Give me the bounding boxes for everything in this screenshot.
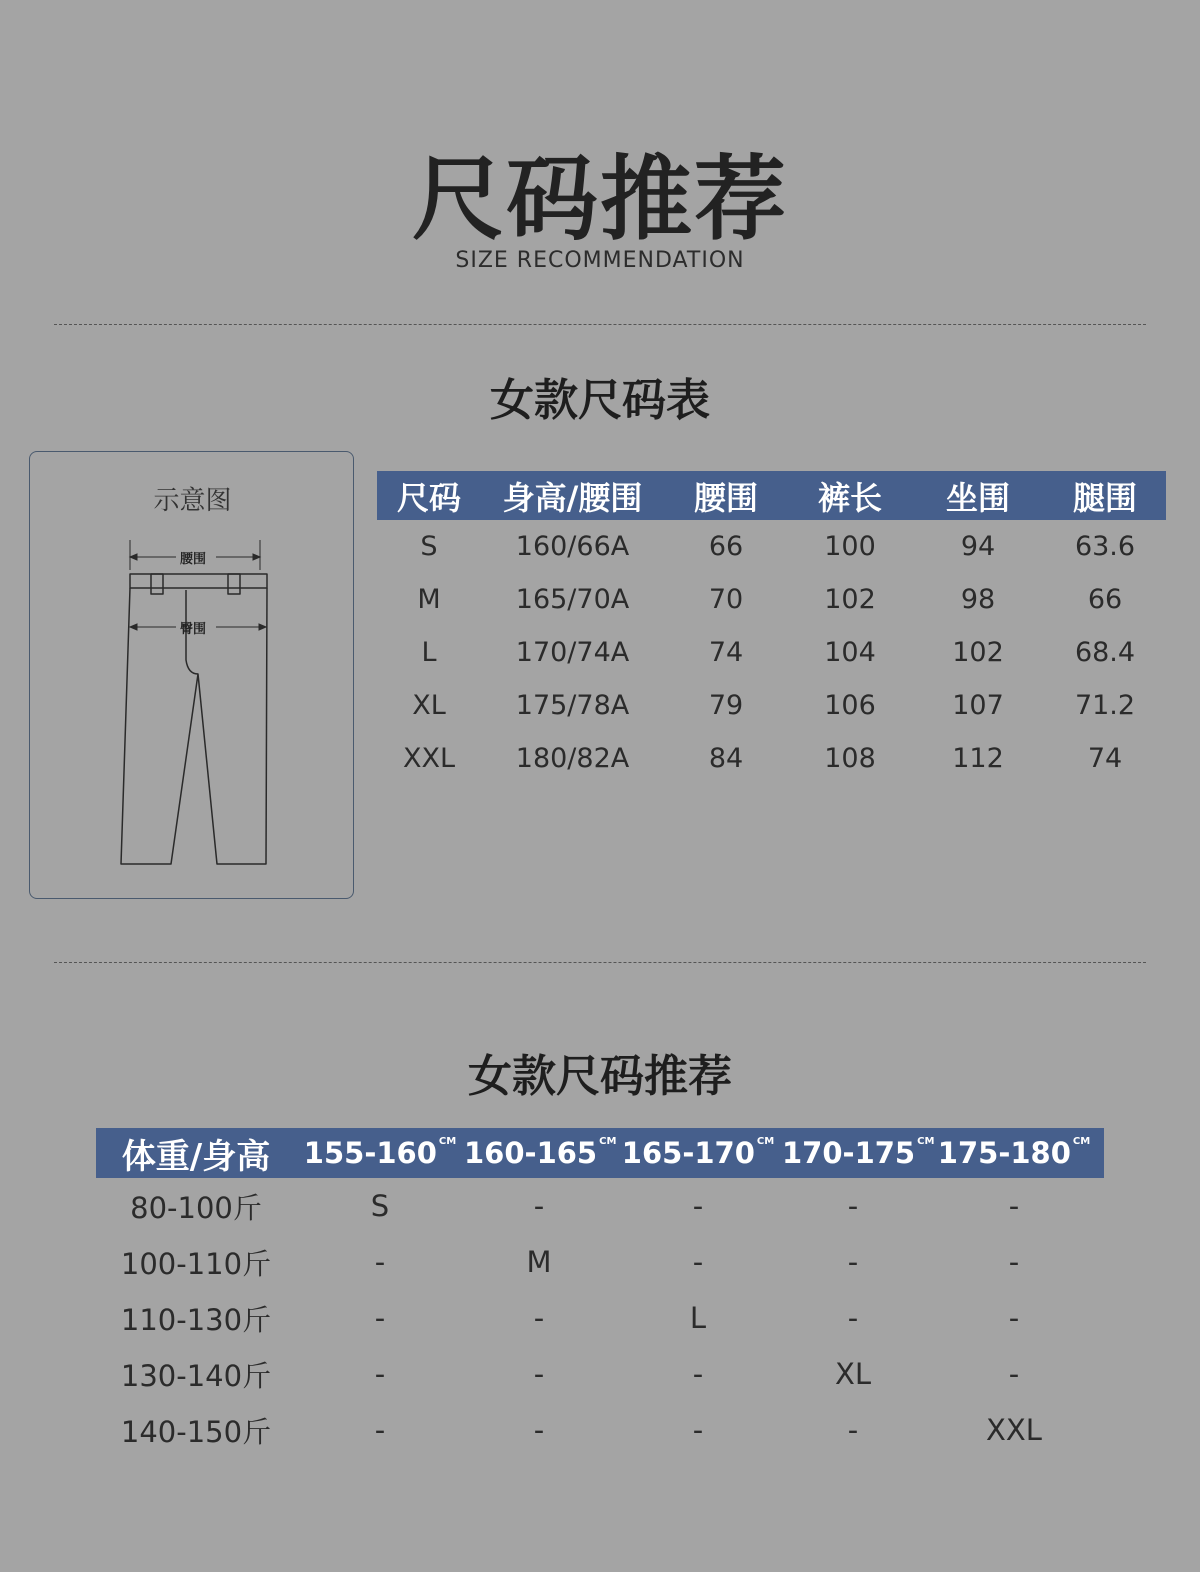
table-cell: 66 xyxy=(708,531,744,562)
table-cell: 108 xyxy=(824,743,876,774)
table-cell: - xyxy=(374,1301,386,1335)
table-cell: - xyxy=(533,1357,545,1391)
table-cell: 112 xyxy=(952,743,1004,774)
column-header: 腿围 xyxy=(1044,471,1166,520)
column-header xyxy=(924,1128,1104,1178)
hip-label: 臀围 xyxy=(180,622,207,637)
unit-label: CM xyxy=(917,1136,935,1147)
table-row xyxy=(377,573,1166,626)
page-subtitle: SIZE RECOMMENDATION xyxy=(455,248,745,273)
recommendation-table xyxy=(96,1128,1104,1458)
table-cell: - xyxy=(692,1357,704,1391)
table-cell: 102 xyxy=(952,637,1004,668)
table-cell: 175/78A xyxy=(515,690,630,721)
table-cell: 165/70A xyxy=(515,584,630,615)
table-row xyxy=(377,679,1166,732)
table-cell: S xyxy=(370,1189,390,1223)
table-row xyxy=(96,1178,1104,1234)
corner-header: 体重/身高 xyxy=(96,1128,296,1178)
table-cell: 63.6 xyxy=(1074,531,1136,562)
table-cell: 74 xyxy=(708,637,744,668)
table-header-row xyxy=(96,1128,1104,1178)
divider xyxy=(54,962,1146,963)
table-cell: 68.4 xyxy=(1074,637,1136,668)
table-cell: M xyxy=(417,584,441,615)
table-row xyxy=(377,626,1166,679)
table-cell: M xyxy=(526,1245,552,1279)
table-cell: 98 xyxy=(960,584,996,615)
unit-label: CM xyxy=(756,1136,775,1147)
table-cell: - xyxy=(374,1413,386,1447)
table-cell: 84 xyxy=(708,743,744,774)
table-cell: XXL xyxy=(402,743,456,774)
column-header xyxy=(782,1128,935,1178)
size-chart-table xyxy=(377,471,1166,785)
table-cell: - xyxy=(1008,1189,1020,1223)
unit-label: CM xyxy=(1072,1136,1091,1147)
weight-range: 110-130斤 xyxy=(120,1302,272,1337)
table-cell: 160/66A xyxy=(515,531,630,562)
table-cell: 170/74A xyxy=(515,637,630,668)
pants-diagram-icon xyxy=(30,452,355,900)
height-range: 170-175 xyxy=(782,1136,916,1170)
table-cell: S xyxy=(420,531,438,562)
table-header-row xyxy=(377,471,1166,520)
table-cell: - xyxy=(847,1189,859,1223)
table-cell: - xyxy=(1008,1357,1020,1391)
height-range: 175-180 xyxy=(937,1136,1071,1170)
table-cell: - xyxy=(374,1357,386,1391)
table-cell: 102 xyxy=(824,584,876,615)
unit-label: CM xyxy=(599,1136,617,1147)
table-cell: 100 xyxy=(824,531,876,562)
table-cell: 107 xyxy=(952,690,1004,721)
table-cell: 104 xyxy=(824,637,876,668)
table-cell: 94 xyxy=(960,531,996,562)
table-row xyxy=(377,520,1166,573)
table-cell: 71.2 xyxy=(1074,690,1136,721)
weight-range: 130-140斤 xyxy=(120,1358,272,1393)
diagram-caption: 示意图 xyxy=(153,486,232,516)
column-header: 腰围 xyxy=(664,471,788,520)
column-header: 坐围 xyxy=(912,471,1044,520)
size-chart-title: 女款尺码表 xyxy=(490,375,710,426)
weight-range: 100-110斤 xyxy=(120,1246,272,1281)
weight-range: 80-100斤 xyxy=(130,1190,262,1225)
table-cell: - xyxy=(847,1301,859,1335)
table-cell: - xyxy=(692,1245,704,1279)
table-row xyxy=(377,732,1166,785)
table-cell: - xyxy=(374,1245,386,1279)
waist-label: 腰围 xyxy=(180,552,207,567)
height-range: 160-165 xyxy=(464,1136,598,1170)
table-cell: 106 xyxy=(824,690,876,721)
recommendation-title: 女款尺码推荐 xyxy=(468,1051,732,1102)
column-header: 尺码 xyxy=(377,471,481,520)
unit-label: CM xyxy=(438,1136,457,1147)
table-row xyxy=(96,1402,1104,1458)
table-cell: L xyxy=(421,637,437,668)
table-cell: XXL xyxy=(986,1413,1042,1447)
table-row xyxy=(96,1346,1104,1402)
diagram-panel xyxy=(29,451,354,899)
weight-range: 140-150斤 xyxy=(120,1414,272,1449)
table-cell: XL xyxy=(412,690,446,721)
table-cell: - xyxy=(533,1301,545,1335)
table-cell: - xyxy=(1008,1245,1020,1279)
table-cell: 74 xyxy=(1087,743,1123,774)
divider xyxy=(54,324,1146,325)
table-cell: - xyxy=(533,1189,545,1223)
table-cell: 70 xyxy=(708,584,744,615)
table-cell: 66 xyxy=(1087,584,1123,615)
page-title: 尺码推荐 xyxy=(411,146,788,253)
column-header xyxy=(296,1128,464,1178)
table-cell: XL xyxy=(834,1357,872,1391)
table-cell: L xyxy=(689,1301,707,1335)
height-range: 155-160 xyxy=(303,1136,437,1170)
table-row xyxy=(96,1234,1104,1290)
table-cell: - xyxy=(1008,1301,1020,1335)
column-header: 身高/腰围 xyxy=(481,471,664,520)
column-header xyxy=(614,1128,782,1178)
table-cell: 79 xyxy=(708,690,744,721)
table-cell: - xyxy=(692,1189,704,1223)
table-cell: 180/82A xyxy=(515,743,630,774)
table-row xyxy=(96,1290,1104,1346)
table-cell: - xyxy=(692,1413,704,1447)
table-cell: - xyxy=(847,1245,859,1279)
table-cell: - xyxy=(533,1413,545,1447)
column-header: 裤长 xyxy=(788,471,912,520)
height-range: 165-170 xyxy=(621,1136,755,1170)
column-header xyxy=(464,1128,617,1178)
table-cell: - xyxy=(847,1413,859,1447)
